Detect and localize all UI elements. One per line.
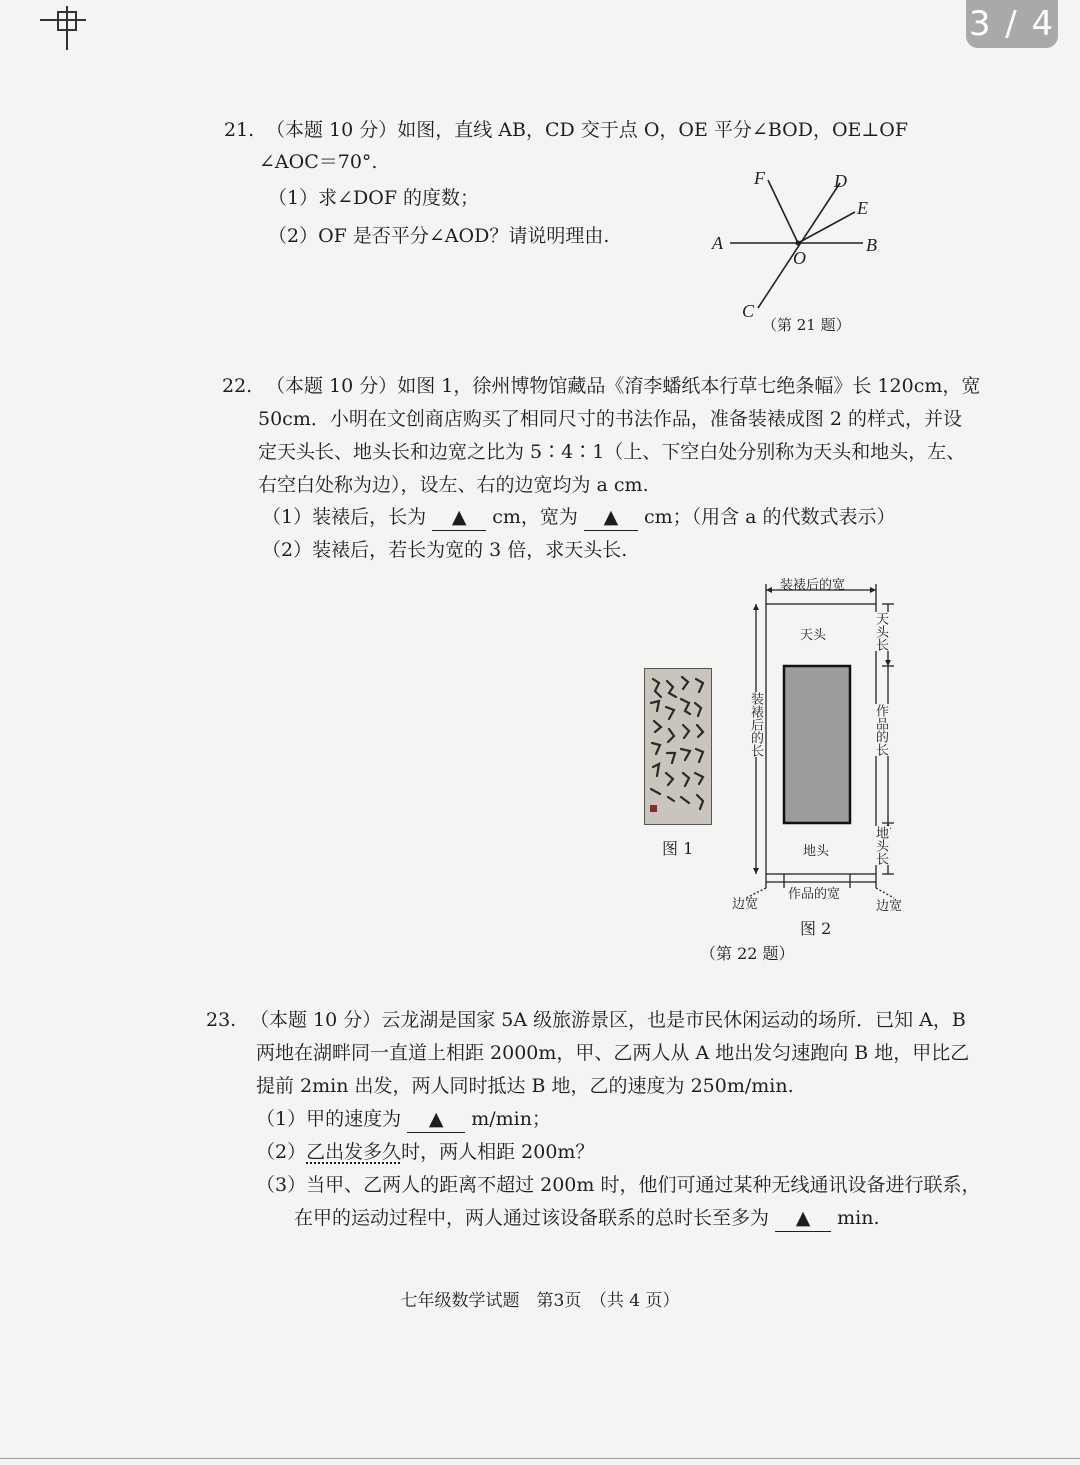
question-text: 提前 2min 出发，两人同时抵达 B 地，乙的速度为 250m/min. bbox=[256, 1075, 794, 1097]
fig2-bottom-left-label: 边宽 bbox=[732, 897, 759, 912]
fig2-left-label: 装裱后的长 bbox=[748, 692, 763, 757]
question-text: （本题 10 分）云龙湖是国家 5A 级旅游景区，也是市民休闲运动的场所．已知 A，B bbox=[250, 1009, 966, 1031]
sub-question-3-cont: 在甲的运动过程中，两人通过该设备联系的总时长至多为 ▲ min. bbox=[294, 1202, 879, 1235]
point-label-C: C bbox=[742, 301, 755, 321]
sub-question-1: （1）甲的速度为 ▲ m/min； bbox=[256, 1103, 551, 1136]
sub-question-3: （3）当甲、乙两人的距离不超过 200m 时，他们可通过某种无线通讯设备进行联系， bbox=[256, 1174, 981, 1196]
answer-blank[interactable]: ▲ bbox=[407, 1106, 465, 1133]
fig2-right-top-label: 天头长 bbox=[873, 612, 888, 651]
sub-question-2: （2）装裱后，若长为宽的 3 倍，求天头长. bbox=[262, 539, 628, 561]
question-text: （本题 10 分）如图，直线 AB，CD 交于点 O，OE 平分∠BOD，OE⊥OF bbox=[266, 119, 909, 141]
point-label-D: D bbox=[834, 171, 847, 191]
page-footer: 七年级数学试题 第3页 （共 4 页） bbox=[400, 1291, 680, 1311]
fig2-bottom-mid-label: 作品的宽 bbox=[788, 883, 840, 902]
figure-1-scroll-image bbox=[644, 668, 712, 825]
sub-question-1: （1）装裱后，长为 ▲ cm，宽为 ▲ cm；（用含 a 的代数式表示） bbox=[262, 501, 896, 534]
figure-caption: （第 21 题） bbox=[762, 316, 851, 334]
answer-blank[interactable]: ▲ bbox=[584, 504, 638, 531]
figure-22-caption: （第 22 题） bbox=[700, 944, 795, 963]
figure-21 bbox=[700, 160, 910, 340]
fig2-right-bottom-label: 地头长 bbox=[873, 826, 888, 865]
binding-mark-icon bbox=[38, 6, 88, 52]
fig2-tiantou-label: 天头 bbox=[800, 628, 827, 643]
question-number: 21. bbox=[224, 119, 255, 141]
figure-2-caption: 图 2 bbox=[800, 919, 832, 938]
answer-blank[interactable]: ▲ bbox=[432, 504, 486, 531]
question-number: 22. bbox=[222, 375, 253, 397]
question-text: 两地在湖畔同一直道上相距 2000m，甲、乙两人从 A 地出发匀速跑向 B 地，甲比乙 bbox=[256, 1042, 970, 1064]
answer-blank[interactable]: ▲ bbox=[775, 1205, 831, 1232]
fig2-right-mid-label: 作品的长 bbox=[873, 704, 888, 756]
question-text: 50cm．小明在文创商店购买了相同尺寸的书法作品，准备装裱成图 2 的样式，并设 bbox=[258, 408, 963, 430]
question-22 bbox=[222, 370, 982, 570]
question-text: （本题 10 分）如图 1，徐州博物馆藏品《淯李蟠纸本行草七绝条幅》长 120cm，宽 bbox=[266, 375, 981, 397]
figure-1-caption: 图 1 bbox=[662, 839, 694, 858]
question-23 bbox=[206, 1004, 986, 1244]
emphasis-text: 乙出发多久 bbox=[306, 1141, 402, 1163]
question-number: 23. bbox=[206, 1009, 237, 1031]
sub-question-2: （2）乙出发多久时，两人相距 200m？ bbox=[256, 1141, 595, 1163]
point-label-O: O bbox=[793, 248, 806, 268]
question-text: ∠AOC＝70°. bbox=[259, 151, 378, 173]
sub-question-1: （1）求∠DOF 的度数； bbox=[268, 187, 480, 209]
question-text: 定天头长、地头长和边宽之比为 5∶4∶1（上、下空白处分别称为天头和地头，左、 bbox=[258, 441, 966, 463]
point-label-A: A bbox=[712, 233, 723, 253]
page-bottom-border bbox=[0, 1458, 1080, 1459]
question-text: 右空白处称为边），设左、右的边宽均为 a cm. bbox=[258, 474, 649, 496]
fig2-top-label: 装裱后的宽 bbox=[780, 578, 846, 593]
point-label-F: F bbox=[754, 168, 765, 188]
fig2-bottom-right-label: 边宽 bbox=[876, 899, 903, 914]
point-label-B: B bbox=[866, 235, 877, 255]
sub-question-2: （2）OF 是否平分∠AOD？请说明理由. bbox=[268, 225, 610, 247]
page-indicator: 3 / 4 bbox=[966, 0, 1058, 48]
point-label-E: E bbox=[857, 198, 868, 218]
fig2-ditou-label: 地头 bbox=[803, 844, 830, 859]
